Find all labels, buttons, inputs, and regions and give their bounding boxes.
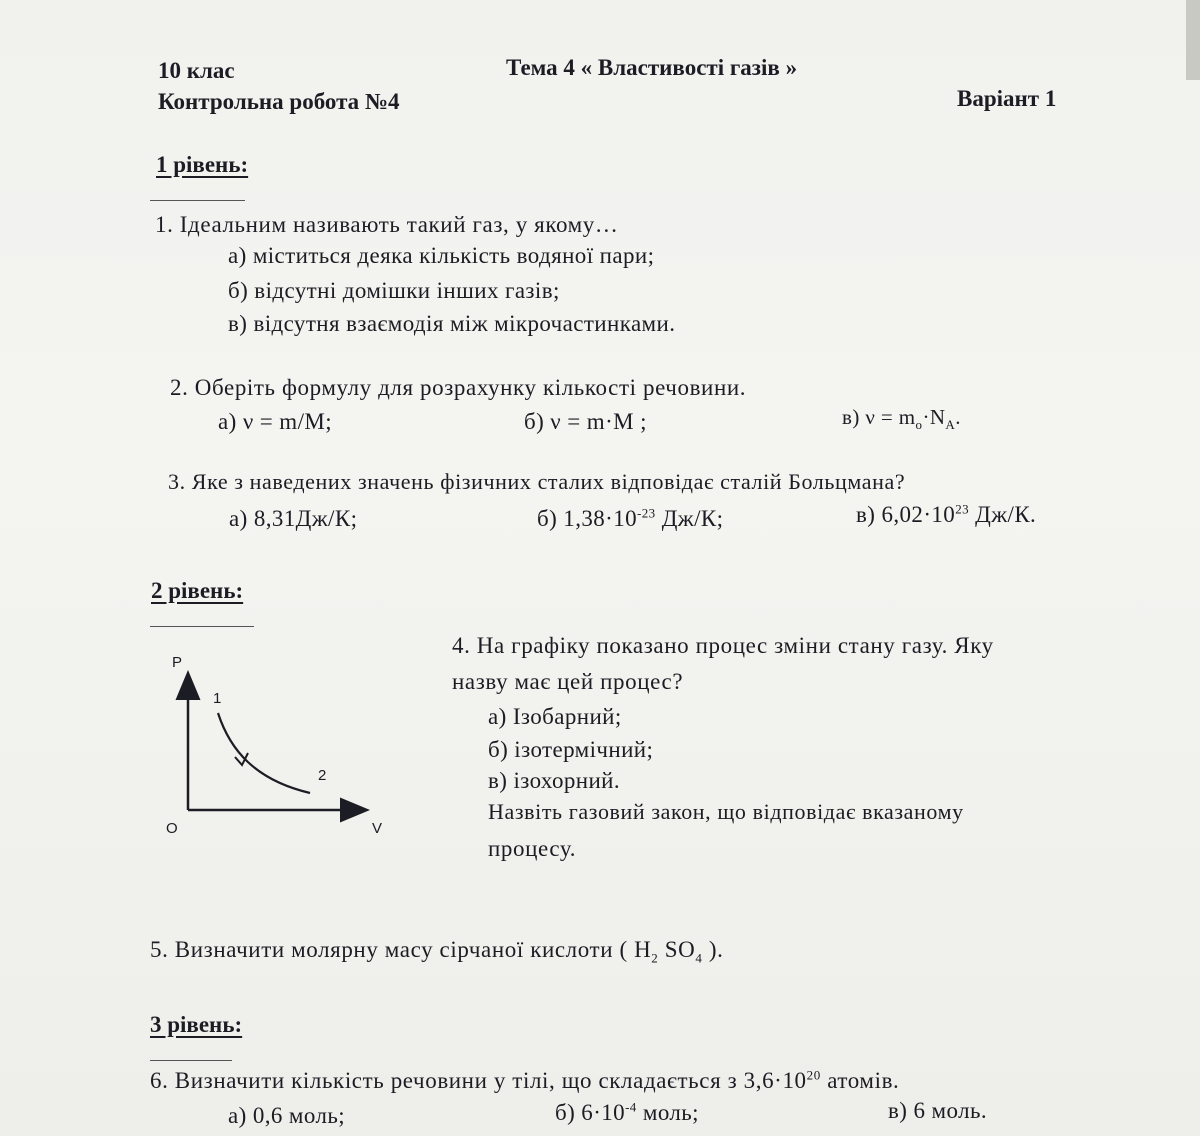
- work-title: Контрольна робота №4: [158, 89, 400, 114]
- question-3-option-a: а) 8,31Дж/К;: [229, 506, 358, 531]
- question-3-option-c: в) $6,02\cdot 10^{23}$ Дж/К.: [856, 501, 1037, 527]
- level-3-rule: [150, 1060, 232, 1061]
- origin-label: O: [166, 820, 178, 837]
- level-1-rule: [150, 200, 245, 201]
- state-point-2: 2: [318, 767, 327, 784]
- level-3-title: 3 рівень:: [150, 1012, 243, 1037]
- question-6-text: 6. Визначити кількість речовини у тілі, що складається з $3,6\cdot 10^{20}$ атомів.: [150, 1067, 900, 1093]
- question-4-line-2: назву має цей процес?: [452, 669, 684, 694]
- question-1-option-c: в) відсутня взаємодія між мікрочастинками.: [228, 311, 676, 336]
- question-6-option-b: б) $6\cdot 10^{-4}$ моль;: [555, 1099, 699, 1125]
- question-4-law-line-2: процесу.: [488, 836, 577, 861]
- variant-label: Варіант 1: [957, 86, 1057, 111]
- question-3-option-b: б) $1,38\cdot 10^{-23}$ Дж/К;: [537, 505, 724, 531]
- question-6-option-a: а) 0,6 моль;: [228, 1103, 346, 1128]
- question-1-option-a: а) міститься деяка кількість водяної пари;: [228, 243, 655, 268]
- p-axis-label: P: [172, 654, 183, 671]
- state-point-1: 1: [213, 690, 222, 707]
- question-5-text: 5. Визначити молярну масу сірчаної кислоти ( $H_2$ $SO_4$ ).: [150, 937, 724, 966]
- question-4-option-a: а) Ізобарний;: [488, 704, 622, 729]
- question-4-line-1: 4. На графіку показано процес зміни стану газу. Яку: [452, 633, 994, 658]
- v-axis-label: V: [372, 820, 383, 837]
- topic-title: Тема 4 « Властивості газів »: [506, 55, 798, 80]
- question-2-option-b: б) ν = m·M ;: [524, 409, 647, 434]
- question-1-text: 1. Ідеальним називають такий газ, у якому…: [155, 212, 619, 237]
- level-2-rule: [150, 626, 254, 627]
- question-4-option-c: в) ізохорний.: [488, 768, 621, 793]
- question-2-text: 2. Оберіть формулу для розрахунку кількості речовини.: [170, 375, 747, 400]
- question-6-option-c: в) 6 моль.: [888, 1098, 987, 1123]
- level-1-title: 1 рівень:: [156, 152, 249, 177]
- question-3-text: 3. Яке з наведених значень фізичних сталих відповідає сталій Больцмана?: [168, 469, 906, 494]
- pv-graph: [160, 645, 400, 845]
- question-1-option-b: б) відсутні домішки інших газів;: [228, 278, 560, 303]
- grade-label: 10 клас: [158, 58, 235, 83]
- isotherm-curve: [218, 713, 310, 793]
- question-4-law-line-1: Назвіть газовий закон, що відповідає вказаному: [488, 799, 964, 824]
- level-2-title: 2 рівень:: [151, 578, 244, 603]
- question-4-option-b: б) ізотермічний;: [488, 737, 654, 762]
- question-2-option-a: а) ν = m/M;: [218, 409, 333, 434]
- question-2-option-c: в) $\nu = m_o\cdot N_A$.: [842, 405, 961, 433]
- page-edge-shadow: [1186, 0, 1200, 80]
